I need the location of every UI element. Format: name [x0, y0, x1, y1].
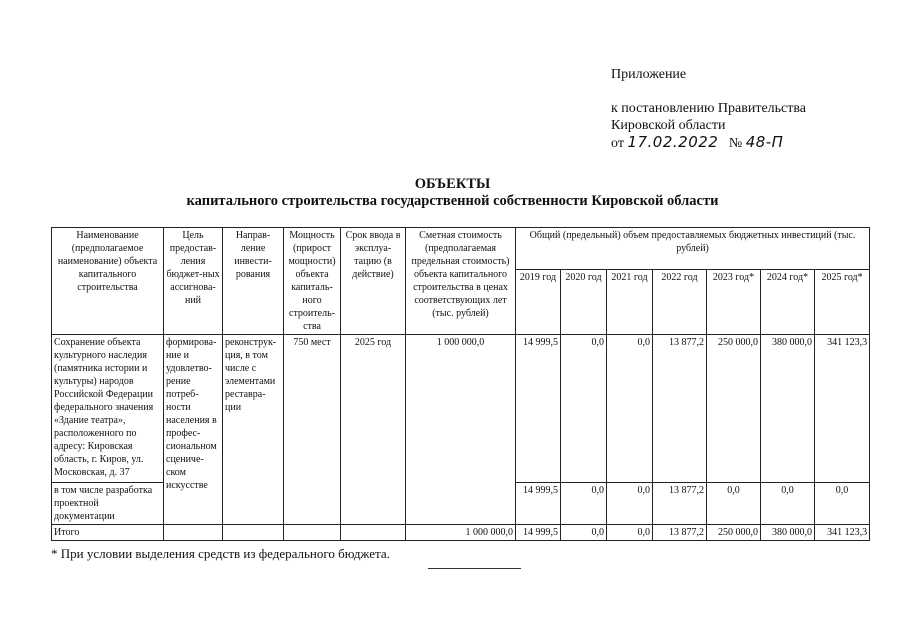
header-year: 2019 год [516, 270, 561, 335]
value-cell: 0,0 [561, 483, 607, 525]
value-cell: 0,0 [561, 335, 607, 483]
value-cell: 13 877,2 [653, 525, 707, 541]
header-year: 2021 год [607, 270, 653, 335]
subrow-name: в том числе разработка проектной документации [52, 483, 164, 525]
value-cell: 341 123,3 [815, 525, 870, 541]
header-year: 2022 год [653, 270, 707, 335]
document-subtitle: капитального строительства государственной собственности Кировской области [186, 193, 719, 209]
value-cell: 0,0 [815, 483, 870, 525]
value-cell: 250 000,0 [707, 525, 761, 541]
object-cost: 1 000 000,0 [406, 335, 516, 525]
objects-table [51, 227, 870, 541]
value-cell: 250 000,0 [707, 335, 761, 483]
appendix-date-number [611, 134, 783, 152]
appendix-resolution-line1: к постановлению Правительства [611, 101, 807, 116]
total-row [52, 525, 870, 541]
header-cost: Сметная стоимость (предполагаемая предельная стоимость) объекта капитального строительства в ценах соответствующих лет (тыс. рублей) [406, 228, 516, 335]
empty-cell [284, 525, 341, 541]
value-cell: 13 877,2 [653, 483, 707, 525]
appendix-title: Приложение [611, 67, 687, 82]
date-prefix: от [611, 136, 624, 151]
handwritten-number: 48-П [745, 133, 784, 151]
header-row [52, 228, 870, 270]
value-cell: 0,0 [761, 483, 815, 525]
footnote: * При условии выделения средств из федерального бюджета. [51, 546, 390, 561]
value-cell: 341 123,3 [815, 335, 870, 483]
value-cell: 380 000,0 [761, 525, 815, 541]
value-cell: 0,0 [607, 525, 653, 541]
header-name: Наименование (предполагаемое наименование) объекта капитального строительства [52, 228, 164, 335]
header-year: 2023 год* [707, 270, 761, 335]
header-year: 2020 год [561, 270, 607, 335]
value-cell: 13 877,2 [653, 335, 707, 483]
value-cell: 0,0 [607, 335, 653, 483]
header-commission: Срок ввода в эксплуа-тацию (в действие) [341, 228, 406, 335]
value-cell: 0,0 [707, 483, 761, 525]
empty-cell [223, 525, 284, 541]
end-divider [428, 568, 521, 569]
object-direction: реконструк-ция, в том числе с элементами реставра-ции [223, 335, 284, 525]
value-cell: 380 000,0 [761, 335, 815, 483]
value-cell: 14 999,5 [516, 335, 561, 483]
header-year: 2024 год* [761, 270, 815, 335]
empty-cell [164, 525, 223, 541]
object-goal: формирова-ние и удовлетво-рение потреб-ности населения в профес-сиональном сцениче-ском искусстве [164, 335, 223, 525]
value-cell: 0,0 [607, 483, 653, 525]
total-cost: 1 000 000,0 [406, 525, 516, 541]
appendix-resolution-line2: Кировской области [611, 118, 726, 133]
object-capacity: 750 мест [284, 335, 341, 525]
value-cell: 14 999,5 [516, 483, 561, 525]
header-year: 2025 год* [815, 270, 870, 335]
empty-cell [341, 525, 406, 541]
total-label: Итого [52, 525, 164, 541]
header-capacity: Мощность (прирост мощности) объекта капиталь-ного строитель-ства [284, 228, 341, 335]
value-cell: 0,0 [561, 525, 607, 541]
header-total-group: Общий (предельный) объем предоставляемых бюджетных инвестиций (тыс. рублей) [516, 228, 870, 270]
header-goal: Цель предостав-ления бюджет-ных ассигнова-ний [164, 228, 223, 335]
object-name: Сохранение объекта культурного наследия (памятника истории и культуры) народов Российской Федерации федерального значения «Здание театра», расположенного по адресу: Кировская область, г. Киров, ул. Московская, д. 37 [52, 335, 164, 483]
handwritten-date: 17.02.2022 [627, 133, 719, 151]
document-title: ОБЪЕКТЫ [414, 176, 491, 192]
value-cell: 14 999,5 [516, 525, 561, 541]
header-direction: Направ-ление инвести-рования [223, 228, 284, 335]
object-commission: 2025 год [341, 335, 406, 525]
table-row [52, 335, 870, 483]
number-prefix: № [728, 136, 743, 151]
